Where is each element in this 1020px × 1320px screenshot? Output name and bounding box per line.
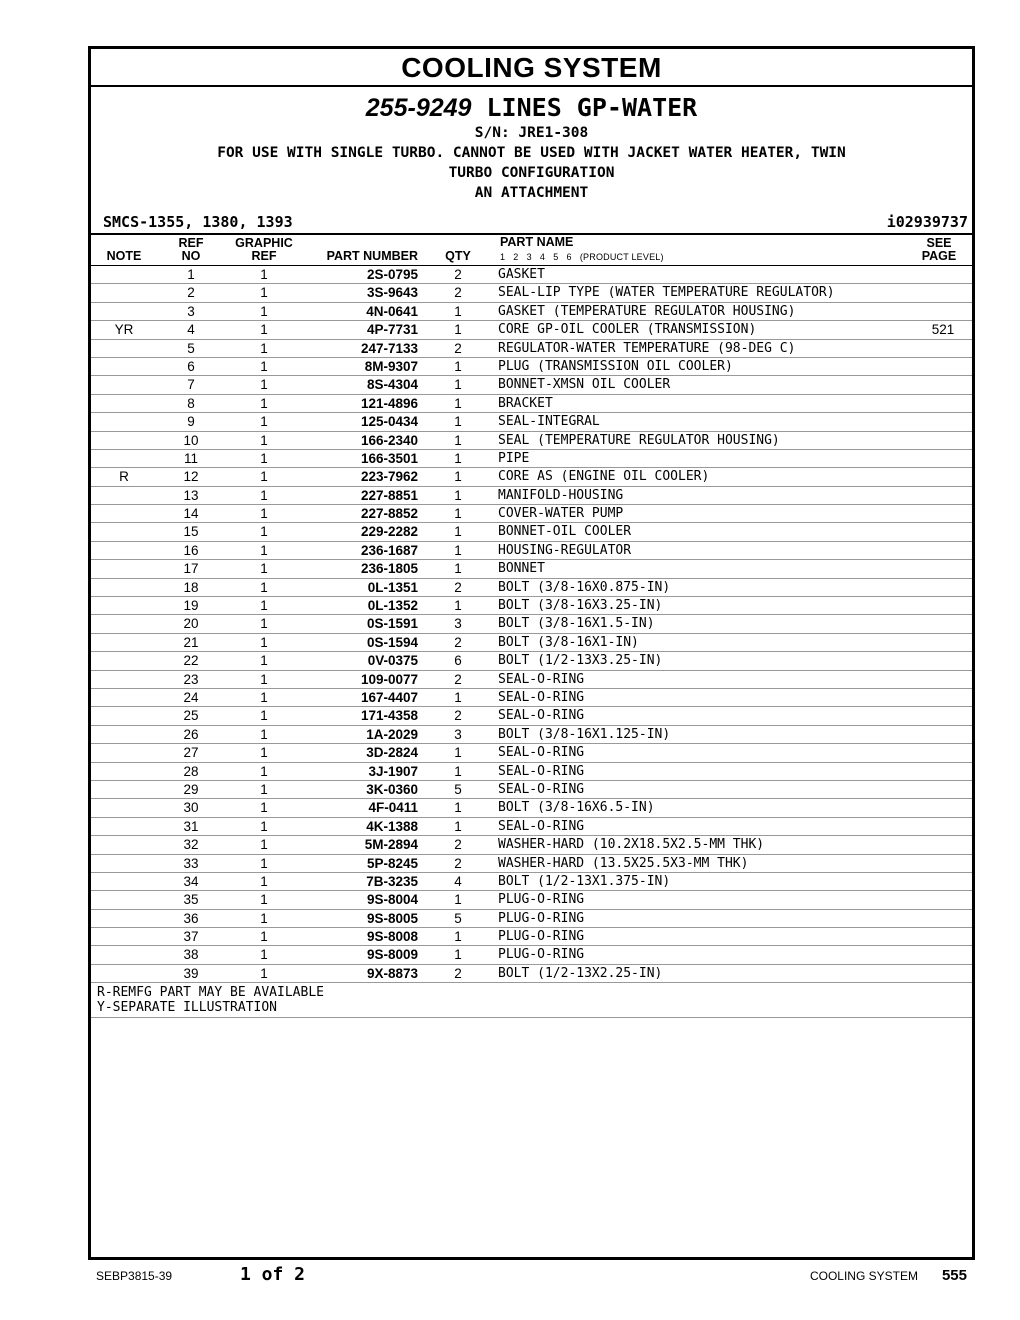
table-row	[91, 597, 972, 615]
part-number-cell: 4F-0411	[368, 800, 418, 816]
part-number-cell: 9S-8005	[366, 910, 418, 926]
table-row	[91, 266, 972, 284]
graphic-ref-cell: 1	[260, 469, 268, 485]
part-number-cell: 109-0077	[360, 671, 418, 687]
table-row	[91, 395, 972, 413]
table-row	[91, 910, 972, 928]
graphic-ref-cell: 1	[260, 837, 268, 853]
graphic-ref-cell: 1	[260, 892, 268, 908]
graphic-ref-cell: 1	[260, 781, 268, 797]
ref-no-cell: 16	[183, 542, 199, 558]
ref-no-cell: 27	[183, 745, 199, 761]
ref-no-cell: 34	[183, 873, 199, 889]
footnote-remfg: R-REMFG PART MAY BE AVAILABLE	[97, 985, 324, 1001]
part-name-cell: BOLT (3/8-16X6.5-IN)	[498, 800, 655, 816]
ref-no-cell: 28	[183, 763, 199, 779]
part-name-cell: PLUG-O-RING	[498, 929, 585, 945]
qty-cell: 2	[454, 340, 462, 356]
ref-no-cell: 35	[183, 892, 199, 908]
parts-page-frame	[88, 46, 975, 1260]
table-row	[91, 744, 972, 762]
see-page-cell: 521	[931, 322, 955, 338]
part-number-cell: 4K-1388	[366, 818, 418, 834]
col-ref-bottom: NO	[181, 249, 201, 263]
col-note: NOTE	[106, 249, 142, 263]
part-name-cell: SEAL-LIP TYPE (WATER TEMPERATURE REGULATOR)	[498, 285, 835, 301]
qty-cell: 2	[454, 285, 462, 301]
part-name-cell: BRACKET	[498, 395, 553, 411]
table-row	[91, 836, 972, 854]
page-of: 1 of 2	[240, 1264, 306, 1285]
qty-cell: 3	[454, 726, 462, 742]
ref-no-cell: 25	[183, 708, 199, 724]
graphic-ref-cell: 1	[260, 598, 268, 614]
col-part-name: PART NAME	[500, 235, 574, 249]
graphic-ref-cell: 1	[260, 395, 268, 411]
graphic-ref-cell: 1	[260, 340, 268, 356]
graphic-ref-cell: 1	[260, 745, 268, 761]
part-name-cell: PLUG (TRANSMISSION OIL COOLER)	[498, 358, 733, 374]
ref-no-cell: 7	[187, 377, 195, 393]
qty-cell: 1	[454, 506, 462, 522]
part-name-cell: BOLT (3/8-16X1.125-IN)	[498, 726, 671, 742]
ref-no-cell: 3	[187, 303, 195, 319]
table-row	[91, 965, 972, 983]
part-name-cell: HOUSING-REGULATOR	[498, 542, 632, 558]
usage-line-3: AN ATTACHMENT	[474, 185, 589, 201]
part-name-cell: CORE GP-OIL COOLER (TRANSMISSION)	[498, 322, 757, 338]
ref-no-cell: 2	[187, 285, 195, 301]
part-name-cell: SEAL-O-RING	[498, 818, 585, 834]
graphic-ref-cell: 1	[260, 450, 268, 466]
part-name-cell: MANIFOLD-HOUSING	[498, 487, 624, 503]
qty-cell: 6	[454, 653, 462, 669]
qty-cell: 1	[454, 689, 462, 705]
part-number-cell: 3S-9643	[366, 285, 418, 301]
col-see-bottom: PAGE	[921, 249, 957, 263]
graphic-ref-cell: 1	[260, 432, 268, 448]
part-name-cell: SEAL-O-RING	[498, 781, 585, 797]
usage-line-2: TURBO CONFIGURATION	[448, 165, 615, 181]
ref-no-cell: 32	[183, 837, 199, 853]
part-number-cell: 0V-0375	[367, 653, 418, 669]
qty-cell: 1	[454, 561, 462, 577]
graphic-ref-cell: 1	[260, 542, 268, 558]
qty-cell: 3	[454, 616, 462, 632]
part-number-cell: 236-1805	[360, 561, 418, 577]
table-row	[91, 579, 972, 597]
part-name-cell: BOLT (3/8-16X0.875-IN)	[498, 579, 671, 595]
part-name-cell: BONNET	[498, 561, 545, 577]
part-number-cell: 166-3501	[360, 450, 418, 466]
qty-cell: 2	[454, 708, 462, 724]
ref-no-cell: 39	[183, 965, 199, 981]
qty-cell: 1	[454, 395, 462, 411]
part-number-cell: 5M-2894	[364, 837, 418, 853]
serial-number: S/N: JRE1-308	[474, 125, 589, 141]
part-name-cell: BOLT (1/2-13X2.25-IN)	[498, 965, 663, 981]
part-name-cell: CORE AS (ENGINE OIL COOLER)	[498, 469, 710, 485]
ref-no-cell: 11	[183, 450, 198, 466]
qty-cell: 2	[454, 855, 462, 871]
graphic-ref-cell: 1	[260, 303, 268, 319]
part-name-cell: COVER-WATER PUMP	[498, 506, 624, 522]
graphic-ref-cell: 1	[260, 818, 268, 834]
ref-no-cell: 38	[183, 947, 199, 963]
qty-cell: 1	[454, 303, 462, 319]
part-name-cell: BONNET-XMSN OIL COOLER	[498, 377, 671, 393]
smcs-row	[91, 211, 972, 233]
table-row	[91, 615, 972, 633]
ref-no-cell: 23	[183, 671, 199, 687]
qty-cell: 1	[454, 432, 462, 448]
group-header	[91, 93, 972, 203]
part-number-cell: 8M-9307	[364, 358, 418, 374]
part-number-cell: 2S-0795	[366, 267, 418, 282]
table-row	[91, 358, 972, 376]
col-part-number: PART NUMBER	[326, 249, 418, 263]
graphic-ref-cell: 1	[260, 855, 268, 871]
ref-no-cell: 4	[187, 322, 195, 338]
table-row	[91, 652, 972, 670]
table-row	[91, 487, 972, 505]
group-name: LINES GP-WATER	[486, 93, 698, 122]
note-cell: R	[119, 469, 129, 485]
ref-no-cell: 31	[183, 818, 199, 834]
graphic-ref-cell: 1	[260, 267, 268, 282]
ref-no-cell: 14	[183, 506, 199, 522]
part-name-cell: PLUG-O-RING	[498, 947, 585, 963]
table-row	[91, 340, 972, 358]
graphic-ref-cell: 1	[260, 800, 268, 816]
part-number-cell: 167-4407	[360, 689, 418, 705]
part-name-cell: BOLT (3/8-16X3.25-IN)	[498, 598, 663, 614]
qty-cell: 1	[454, 322, 462, 338]
part-number-cell: 9S-8008	[366, 929, 418, 945]
ref-no-cell: 13	[183, 487, 199, 503]
part-number-cell: 9X-8873	[366, 965, 418, 981]
part-name-cell: WASHER-HARD (13.5X25.5X3-MM THK)	[498, 855, 749, 871]
part-number-cell: 8S-4304	[366, 377, 418, 393]
qty-cell: 1	[454, 542, 462, 558]
graphic-ref-cell: 1	[260, 763, 268, 779]
footnote-separate-illustration: Y-SEPARATE ILLUSTRATION	[97, 1000, 278, 1016]
qty-cell: 5	[454, 781, 462, 797]
ref-no-cell: 22	[183, 653, 199, 669]
qty-cell: 1	[454, 892, 462, 908]
part-name-cell: WASHER-HARD (10.2X18.5X2.5-MM THK)	[498, 837, 765, 853]
qty-cell: 5	[454, 910, 462, 926]
ref-no-cell: 18	[183, 579, 199, 595]
smcs-codes: SMCS-1355, 1380, 1393	[103, 213, 293, 231]
qty-cell: 1	[454, 377, 462, 393]
part-name-cell: PLUG-O-RING	[498, 892, 585, 908]
qty-cell: 2	[454, 837, 462, 853]
qty-cell: 1	[454, 745, 462, 761]
part-number-cell: 247-7133	[360, 340, 418, 356]
table-row	[91, 763, 972, 781]
illustration-id: i02939737	[886, 213, 968, 231]
part-number-cell: 1A-2029	[366, 726, 418, 742]
group-title	[91, 93, 972, 123]
part-number-cell: 125-0434	[360, 414, 418, 430]
part-number-cell: 3J-1907	[368, 763, 418, 779]
qty-cell: 1	[454, 800, 462, 816]
qty-cell: 1	[454, 524, 462, 540]
table-row	[91, 542, 972, 560]
footer-section: COOLING SYSTEM	[809, 1269, 918, 1283]
part-name-cell: SEAL-O-RING	[498, 745, 585, 761]
ref-no-cell: 24	[183, 689, 199, 705]
note-cell: YR	[114, 322, 134, 338]
usage-line-1: FOR USE WITH SINGLE TURBO. CANNOT BE USED WITH JACKET WATER HEATER, TWIN	[217, 145, 846, 161]
table-row	[91, 891, 972, 909]
col-qty: QTY	[445, 249, 471, 263]
part-number-cell: 7B-3235	[366, 873, 418, 889]
col-see-top: SEE	[926, 236, 952, 250]
page-number: 555	[941, 1267, 967, 1284]
graphic-ref-cell: 1	[260, 929, 268, 945]
ref-no-cell: 5	[187, 340, 195, 356]
part-number-cell: 0S-1594	[366, 634, 418, 650]
table-row	[91, 523, 972, 541]
graphic-ref-cell: 1	[260, 910, 268, 926]
section-title: COOLING SYSTEM	[91, 49, 972, 87]
graphic-ref-cell: 1	[260, 561, 268, 577]
table-row	[91, 560, 972, 578]
graphic-ref-cell: 1	[260, 579, 268, 595]
graphic-ref-cell: 1	[260, 285, 268, 301]
graphic-ref-cell: 1	[260, 634, 268, 650]
qty-cell: 1	[454, 818, 462, 834]
part-number-cell: 9S-8004	[366, 892, 418, 908]
table-row	[91, 873, 972, 891]
part-name-cell: SEAL (TEMPERATURE REGULATOR HOUSING)	[498, 432, 780, 448]
table-row	[91, 818, 972, 836]
graphic-ref-cell: 1	[260, 414, 268, 430]
qty-cell: 1	[454, 929, 462, 945]
page-footer	[0, 1262, 1020, 1292]
ref-no-cell: 19	[183, 598, 199, 614]
graphic-ref-cell: 1	[260, 873, 268, 889]
ref-no-cell: 10	[183, 432, 199, 448]
part-number-cell: 171-4358	[360, 708, 418, 724]
col-ref-top: REF	[178, 236, 204, 250]
qty-cell: 2	[454, 965, 462, 981]
part-number-cell: 4P-7731	[366, 322, 418, 338]
part-number-cell: 0S-1591	[366, 616, 418, 632]
part-name-cell: BONNET-OIL COOLER	[498, 524, 632, 540]
qty-cell: 1	[454, 414, 462, 430]
qty-cell: 1	[454, 487, 462, 503]
qty-cell: 2	[454, 267, 462, 282]
part-name-cell: BOLT (3/8-16X1.5-IN)	[498, 616, 655, 632]
ref-no-cell: 20	[183, 616, 199, 632]
ref-no-cell: 37	[183, 929, 199, 945]
qty-cell: 4	[454, 873, 462, 889]
graphic-ref-cell: 1	[260, 726, 268, 742]
qty-cell: 1	[454, 947, 462, 963]
part-name-cell: SEAL-O-RING	[498, 763, 585, 779]
table-row	[91, 284, 972, 302]
col-graphic-bottom: REF	[251, 249, 277, 263]
part-name-cell: SEAL-O-RING	[498, 708, 585, 724]
part-number-cell: 5P-8245	[366, 855, 418, 871]
part-number-cell: 121-4896	[360, 395, 418, 411]
part-number-cell: 227-8851	[360, 487, 418, 503]
table-row	[91, 726, 972, 744]
table-row	[91, 689, 972, 707]
part-number-cell: 229-2282	[360, 524, 418, 540]
table-row	[91, 707, 972, 725]
part-name-cell: BOLT (3/8-16X1-IN)	[498, 634, 639, 650]
part-number-cell: 236-1687	[360, 542, 418, 558]
ref-no-cell: 12	[183, 469, 199, 485]
document-id: SEBP3815-39	[96, 1269, 173, 1283]
table-row	[91, 468, 972, 486]
table-row	[91, 928, 972, 946]
table-row	[91, 432, 972, 450]
ref-no-cell: 8	[187, 395, 195, 411]
part-name-cell: REGULATOR-WATER TEMPERATURE (98-DEG C)	[498, 340, 796, 356]
part-name-cell: PIPE	[498, 450, 530, 466]
ref-no-cell: 33	[183, 855, 199, 871]
table-row	[91, 505, 972, 523]
part-number-cell: 3K-0360	[366, 781, 418, 797]
part-number-cell: 166-2340	[360, 432, 418, 448]
part-number-cell: 4N-0641	[366, 303, 418, 319]
qty-cell: 1	[454, 469, 462, 485]
qty-cell: 1	[454, 358, 462, 374]
part-name-cell: SEAL-O-RING	[498, 689, 585, 705]
ref-no-cell: 29	[183, 781, 199, 797]
part-name-cell: SEAL-O-RING	[498, 671, 585, 687]
graphic-ref-cell: 1	[260, 487, 268, 503]
qty-cell: 1	[454, 450, 462, 466]
part-name-cell: BOLT (1/2-13X1.375-IN)	[498, 873, 671, 889]
part-number-cell: 0L-1352	[367, 598, 418, 614]
ref-no-cell: 6	[187, 358, 195, 374]
qty-cell: 1	[454, 598, 462, 614]
ref-no-cell: 9	[187, 414, 195, 430]
graphic-ref-cell: 1	[260, 947, 268, 963]
col-product-levels: 1 2 3 4 5 6 (PRODUCT LEVEL)	[500, 252, 664, 262]
ref-no-cell: 30	[183, 800, 199, 816]
table-row	[91, 321, 972, 339]
table-row	[91, 781, 972, 799]
group-part-number: 255-9249	[365, 94, 472, 122]
ref-no-cell: 1	[187, 267, 195, 282]
graphic-ref-cell: 1	[260, 377, 268, 393]
parts-table-body	[91, 266, 972, 983]
part-name-cell: PLUG-O-RING	[498, 910, 585, 926]
table-row	[91, 450, 972, 468]
table-row	[91, 413, 972, 431]
graphic-ref-cell: 1	[260, 708, 268, 724]
qty-cell: 1	[454, 763, 462, 779]
qty-cell: 2	[454, 579, 462, 595]
graphic-ref-cell: 1	[260, 524, 268, 540]
part-number-cell: 3D-2824	[366, 745, 418, 761]
qty-cell: 2	[454, 671, 462, 687]
part-number-cell: 227-8852	[360, 506, 418, 522]
table-row	[91, 376, 972, 394]
table-row	[91, 799, 972, 817]
part-number-cell: 0L-1351	[367, 579, 418, 595]
graphic-ref-cell: 1	[260, 358, 268, 374]
part-name-cell: GASKET	[498, 267, 545, 282]
ref-no-cell: 26	[183, 726, 199, 742]
graphic-ref-cell: 1	[260, 965, 268, 981]
qty-cell: 2	[454, 634, 462, 650]
table-row	[91, 671, 972, 689]
graphic-ref-cell: 1	[260, 506, 268, 522]
ref-no-cell: 36	[183, 910, 199, 926]
ref-no-cell: 15	[183, 524, 199, 540]
table-row	[91, 634, 972, 652]
part-name-cell: BOLT (1/2-13X3.25-IN)	[498, 653, 663, 669]
footnotes	[91, 983, 972, 1018]
table-row	[91, 303, 972, 321]
ref-no-cell: 17	[183, 561, 199, 577]
graphic-ref-cell: 1	[260, 322, 268, 338]
col-graphic-top: GRAPHIC	[235, 236, 293, 250]
graphic-ref-cell: 1	[260, 671, 268, 687]
part-number-cell: 223-7962	[360, 469, 418, 485]
ref-no-cell: 21	[183, 634, 199, 650]
table-row	[91, 855, 972, 873]
part-name-cell: GASKET (TEMPERATURE REGULATOR HOUSING)	[498, 303, 796, 319]
part-name-cell: SEAL-INTEGRAL	[498, 414, 600, 430]
graphic-ref-cell: 1	[260, 689, 268, 705]
graphic-ref-cell: 1	[260, 616, 268, 632]
table-header	[91, 233, 972, 266]
graphic-ref-cell: 1	[260, 653, 268, 669]
part-number-cell: 9S-8009	[366, 947, 418, 963]
table-row	[91, 946, 972, 964]
